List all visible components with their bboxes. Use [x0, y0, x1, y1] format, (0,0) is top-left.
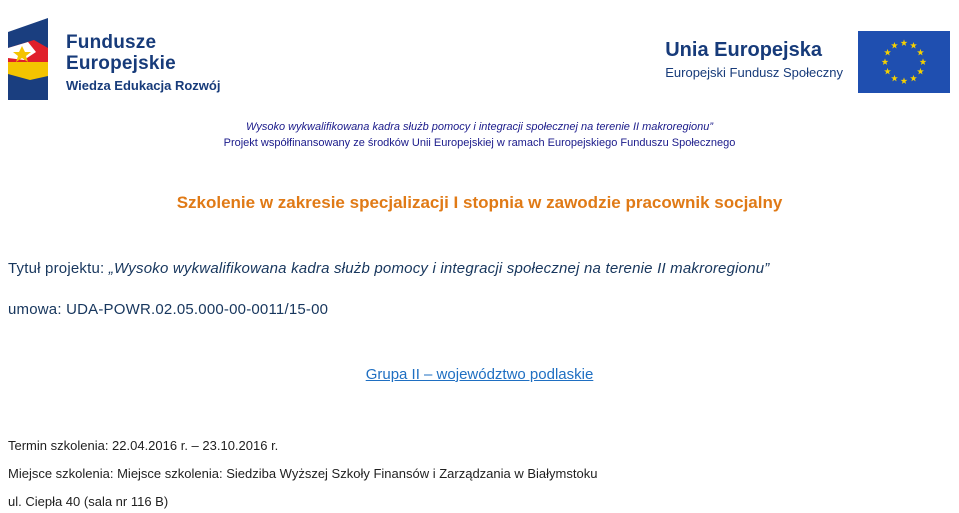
contract-number: umowa: UDA-POWR.02.05.000-00-0011/15-00: [8, 301, 329, 318]
project-title-row: [8, 260, 770, 277]
fe-logo-line1: Fundusze: [66, 32, 157, 53]
fe-logo-line2: Europejskie: [66, 53, 176, 74]
fundusze-europejskie-emblem-icon: [8, 18, 54, 100]
fundusze-europejskie-logo: [8, 18, 238, 100]
cofinancing-line: Projekt współfinansowany ze środków Unii Europejskiej w ramach Europejskiego Funduszu Społecznego: [223, 137, 736, 149]
training-address: ul. Ciepła 40 (sala nr 116 B): [8, 494, 169, 509]
training-place: Miejsce szkolenia: Miejsce szkolenia: Siedziba Wyższej Szkoły Finansów i Zarządzania w Białymstoku: [8, 466, 598, 481]
training-term: Termin szkolenia: 22.04.2016 r. – 23.10.2016 r.: [8, 438, 279, 453]
fundusze-europejskie-text: [66, 32, 220, 95]
ue-logo-line1: Unia Europejska: [665, 39, 822, 61]
group-link-row: [0, 366, 959, 383]
project-name-line: Wysoko wykwalifikowana kadra służb pomocy i integracji społecznej na terenie II makroregionu”: [245, 121, 714, 133]
eu-flag-icon: [858, 31, 950, 93]
group-link[interactable]: Grupa II – województwo podlaskie: [365, 366, 594, 383]
unia-europejska-text: [665, 38, 843, 82]
project-title-label: Tytuł projektu:: [8, 260, 109, 277]
ue-logo-line2: Europejski Fundusz Społeczny: [665, 65, 843, 80]
training-title: Szkolenie w zakresie specjalizacji I stopnia w zawodzie pracownik socjalny: [176, 193, 783, 212]
project-title-value: „Wysoko wykwalifikowana kadra służb pomocy i integracji społecznej na terenie II makroregionu”: [108, 260, 770, 277]
fe-logo-line3: Wiedza Edukacja Rozwój: [66, 78, 221, 93]
header: [0, 0, 959, 110]
